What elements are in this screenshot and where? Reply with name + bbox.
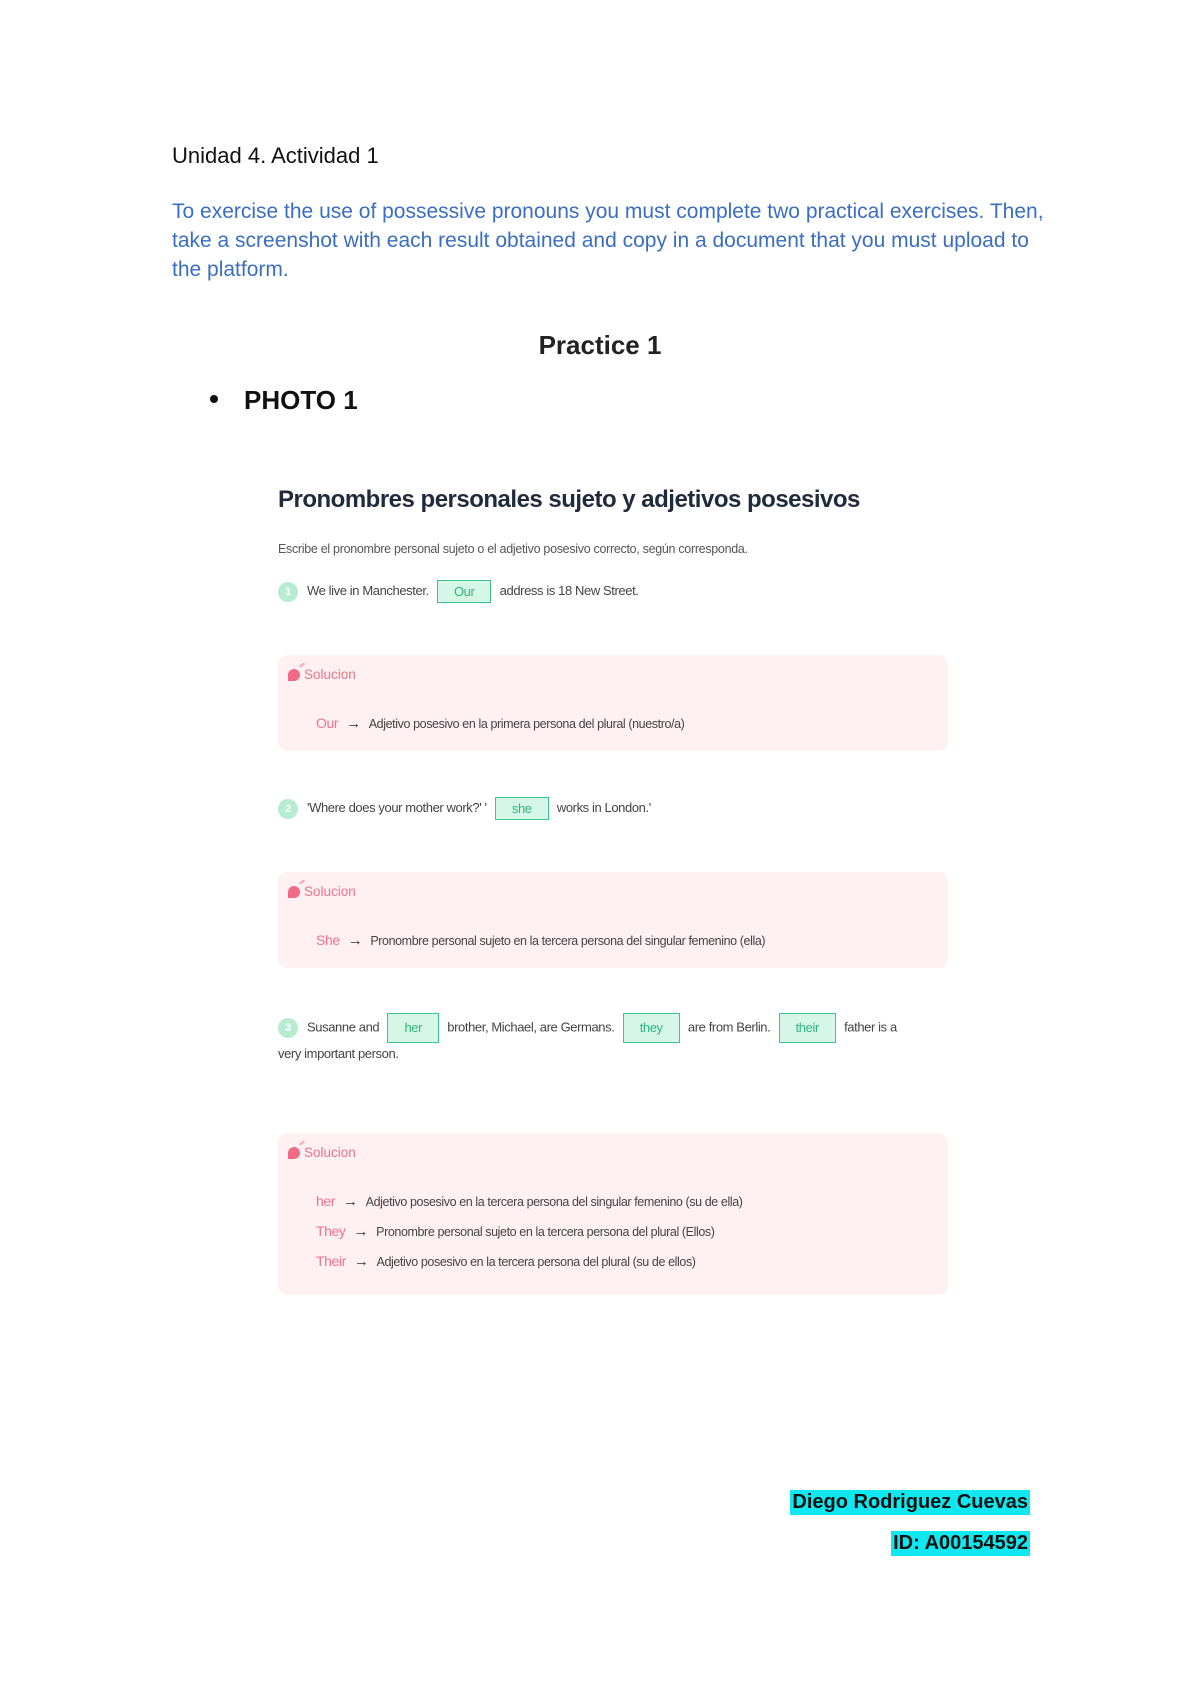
question-text: 'Where does your mother work?' ' <box>307 799 487 815</box>
photo-label: PHOTO 1 <box>244 385 358 415</box>
author-name: Diego Rodriguez Cuevas <box>792 1491 1028 1513</box>
arrow-right-icon: → <box>353 1253 369 1270</box>
question-number: 2 <box>278 799 298 819</box>
arrow-right-icon: → <box>347 932 363 949</box>
solution-line: She → Pronombre personal sujeto en la tercera persona del singular femenino (ella) <box>316 932 766 949</box>
solution-heading: Solucion <box>288 1145 356 1160</box>
solution-box-3 <box>278 1133 948 1295</box>
answer-field[interactable]: her <box>387 1013 439 1043</box>
solution-line: Their → Adjetivo posesivo en la tercera persona del plural (su de ellos) <box>316 1253 696 1270</box>
photo-list-item <box>210 385 358 416</box>
question-number: 3 <box>278 1018 298 1038</box>
practice-heading: Practice 1 <box>538 330 662 360</box>
solution-box-2 <box>278 872 948 968</box>
solution-icon <box>288 669 300 681</box>
answer-field[interactable]: they <box>623 1013 680 1043</box>
intro-paragraph: To exercise the use of possessive pronouns you must complete two practical exercises. Then, take a screenshot with each result obtained and copy in a document that you must upload to the platform. <box>172 200 1044 281</box>
question-2 <box>278 797 651 820</box>
author-id: ID: A00154592 <box>893 1532 1028 1554</box>
solution-heading: Solucion <box>288 884 356 899</box>
exercise-screenshot <box>270 480 950 1360</box>
signature-block <box>790 1490 1030 1556</box>
answer-field[interactable]: she <box>495 797 549 820</box>
exercise-title: Pronombres personales sujeto y adjetivos posesivos <box>278 486 860 513</box>
question-1 <box>278 580 639 603</box>
solution-icon <box>288 1147 300 1159</box>
bullet-icon <box>210 395 218 403</box>
solution-line: They → Pronombre personal sujeto en la tercera persona del plural (Ellos) <box>316 1223 715 1240</box>
question-3: 3 Susanne and her brother, Michael, are Germans. they are from Berlin. their father is a very important person. <box>278 1013 918 1065</box>
question-text: We live in Manchester. <box>307 582 429 598</box>
answer-field[interactable]: Our <box>437 580 491 603</box>
question-text: address is 18 New Street. <box>499 582 639 598</box>
solution-line: Our → Adjetivo posesivo en la primera persona del plural (nuestro/a) <box>316 715 685 732</box>
question-text: works in London.' <box>556 799 651 815</box>
arrow-right-icon: → <box>346 715 361 732</box>
exercise-instruction: Escribe el pronombre personal sujeto o el adjetivo posesivo correcto, según corresponda. <box>278 542 748 556</box>
solution-line: her → Adjetivo posesivo en la tercera persona del singular femenino (su de ella) <box>316 1193 743 1210</box>
solution-heading: Solucion <box>288 667 356 682</box>
answer-field[interactable]: their <box>779 1013 836 1043</box>
arrow-right-icon: → <box>343 1193 358 1210</box>
solution-box-1 <box>278 655 948 751</box>
question-number: 1 <box>278 582 298 602</box>
arrow-right-icon: → <box>353 1223 369 1240</box>
solution-icon <box>288 886 300 898</box>
document-title: Unidad 4. Actividad 1 <box>172 143 379 168</box>
